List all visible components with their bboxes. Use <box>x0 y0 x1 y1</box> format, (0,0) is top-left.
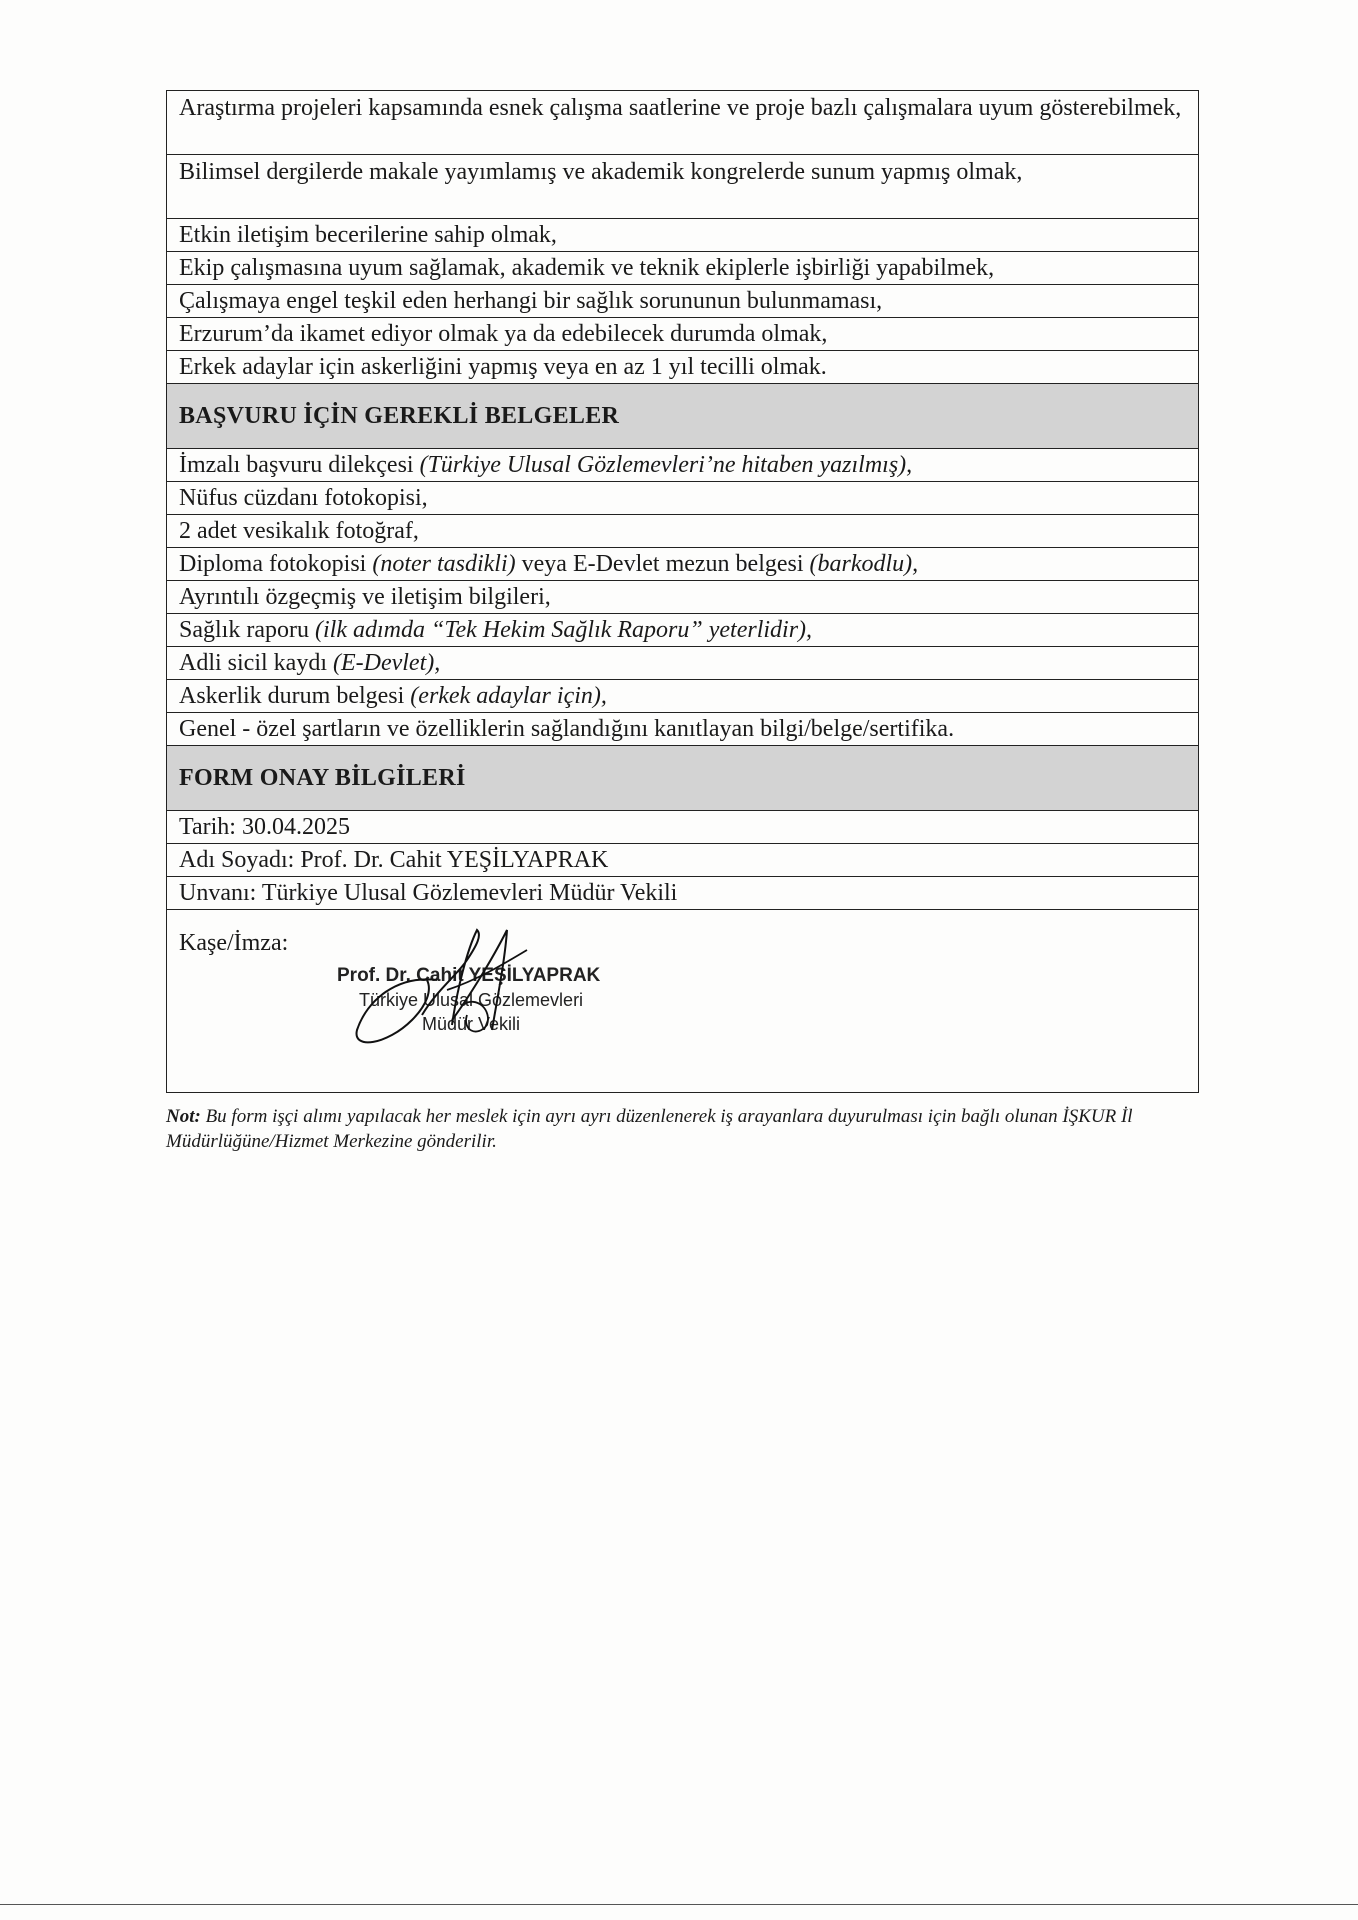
approval-section-header: FORM ONAY BİLGİLERİ <box>167 746 1198 811</box>
footer-note <box>166 1104 1206 1154</box>
document-row <box>167 515 1198 548</box>
document-note: (E-Devlet), <box>332 650 441 676</box>
document-row <box>167 581 1198 614</box>
signature-row <box>167 910 1198 1092</box>
document-text: Ayrıntılı özgeçmiş ve iletişim bilgileri, <box>179 584 551 610</box>
requirement-row: Bilimsel dergilerde makale yayımlamış ve akademik kongrelerde sunum yapmış olmak, <box>167 155 1198 219</box>
requirement-row: Erkek adaylar için askerliğini yapmış veya en az 1 yıl tecilli olmak. <box>167 351 1198 384</box>
requirement-row: Ekip çalışmasına uyum sağlamak, akademik ve teknik ekiplerle işbirliği yapabilmek, <box>167 252 1198 285</box>
document-row <box>167 647 1198 680</box>
approval-name: Adı Soyadı: Prof. Dr. Cahit YEŞİLYAPRAK <box>167 844 1198 877</box>
document-row <box>167 482 1198 515</box>
note-label: Not: <box>166 1106 201 1127</box>
approval-title: Unvanı: Türkiye Ulusal Gözlemevleri Müdür Vekili <box>167 877 1198 910</box>
document-row <box>167 680 1198 713</box>
document-text: Genel - özel şartların ve özelliklerin sağlandığını kanıtlayan bilgi/belge/sertifika. <box>179 716 955 742</box>
document-row <box>167 614 1198 647</box>
document-note: (barkodlu), <box>809 551 919 577</box>
document-text: 2 adet vesikalık fotoğraf, <box>179 518 419 544</box>
approval-date: Tarih: 30.04.2025 <box>167 811 1198 844</box>
handwritten-signature <box>327 920 557 1060</box>
signature-label: Kaşe/İmza: <box>179 930 289 956</box>
document-note: (erkek adaylar için), <box>410 683 607 709</box>
document-note: (Türkiye Ulusal Gözlemevleri’ne hitaben yazılmış), <box>419 452 913 478</box>
document-text: Sağlık raporu <box>179 617 315 643</box>
document-note: (noter tasdikli) <box>372 551 516 577</box>
document-row <box>167 449 1198 482</box>
note-text: Bu form işçi alımı yapılacak her meslek için ayrı ayrı düzenlenerek iş arayanlara duyurulması için bağlı olunan İŞKUR İl Müdürlüğüne/Hizmet Merkezine gönderilir. <box>166 1106 1133 1152</box>
document-row <box>167 713 1198 746</box>
requirement-row: Etkin iletişim becerilerine sahip olmak, <box>167 219 1198 252</box>
requirement-row: Erzurum’da ikamet ediyor olmak ya da edebilecek durumda olmak, <box>167 318 1198 351</box>
stamp-line-3: Müdür Vekili <box>422 1014 521 1034</box>
page-bottom-border <box>0 1904 1358 1905</box>
document-text: Diploma fotokopisi <box>179 551 373 577</box>
requirement-row: Araştırma projeleri kapsamında esnek çalışma saatlerine ve proje bazlı çalışmalara uyum gösterebilmek, <box>167 91 1198 155</box>
form-table <box>166 90 1199 1093</box>
document-note: (ilk adımda “Tek Hekim Sağlık Raporu” yeterlidir), <box>314 617 813 643</box>
document-text: veya E-Devlet mezun belgesi <box>515 551 810 577</box>
document-text: Adli sicil kaydı <box>179 650 333 676</box>
stamp-line-1: Prof. Dr. Cahit YEŞİLYAPRAK <box>337 965 601 986</box>
document-text: Askerlik durum belgesi <box>179 683 411 709</box>
stamp-line-2: Türkiye Ulusal Gözlemevleri <box>359 990 584 1010</box>
document-text: Nüfus cüzdanı fotokopisi, <box>179 485 428 511</box>
documents-section-header: BAŞVURU İÇİN GEREKLİ BELGELER <box>167 384 1198 449</box>
document-row <box>167 548 1198 581</box>
document-text: İmzalı başvuru dilekçesi <box>179 452 420 478</box>
requirement-row: Çalışmaya engel teşkil eden herhangi bir sağlık sorununun bulunmaması, <box>167 285 1198 318</box>
